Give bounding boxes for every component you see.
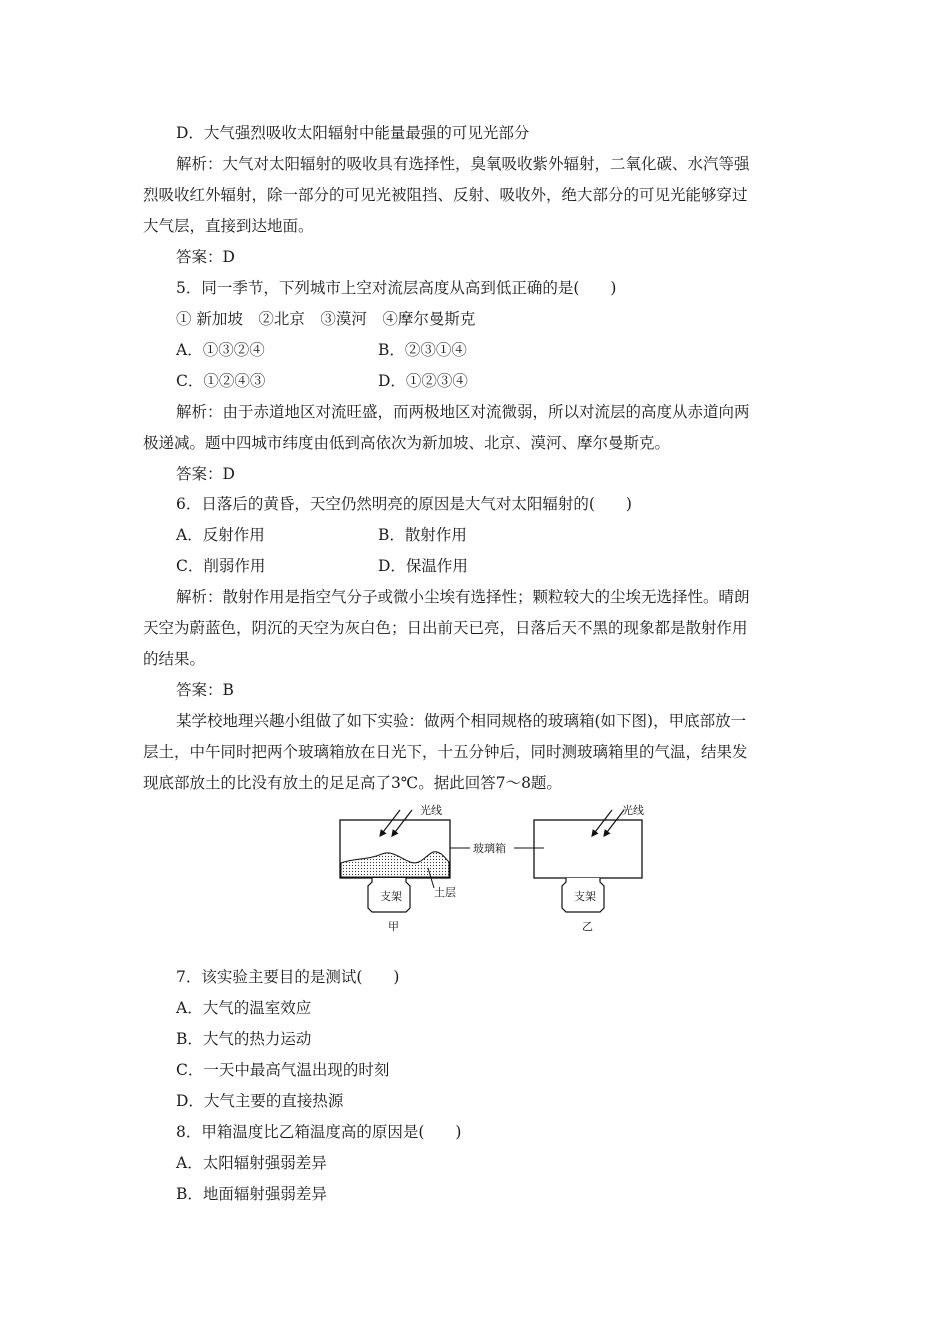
q6-analysis-line-3: 的结果。 (143, 650, 206, 668)
q5-analysis-line-2: 极递减。题中四城市纬度由低到高依次为新加坡、北京、漠河、摩尔曼斯克。 (143, 434, 671, 452)
q4-analysis-line-3: 大气层，直接到达地面。 (143, 217, 314, 235)
q6-option-b: B．散射作用 (378, 526, 467, 544)
q6-option-d: D．保温作用 (378, 557, 468, 575)
q5-option-c: C．①②④③ (176, 372, 266, 390)
label-stand-left: 支架 (380, 890, 402, 903)
q6-analysis-line-2: 天空为蔚蓝色，阴沉的天空为灰白色；日出前天已亮，日落后天不黑的现象都是散射作用 (143, 619, 748, 637)
q5-cities: ① 新加坡 ②北京 ③漠河 ④摩尔曼斯克 (176, 310, 476, 328)
q8-option-b: B．地面辐射强弱差异 (176, 1185, 327, 1203)
q6-options-row-1 (176, 525, 776, 547)
glass-box-experiment-figure (330, 798, 660, 938)
q5-option-b: B．②③①④ (378, 341, 467, 359)
q7-option-c: C．一天中最高气温出现的时刻 (176, 1061, 390, 1079)
label-box-jia: 甲 (388, 920, 399, 933)
q7-option-b: B．大气的热力运动 (176, 1030, 312, 1048)
q5-answer: 答案：D (176, 465, 235, 483)
q8-option-a: A．太阳辐射强弱差异 (176, 1154, 327, 1172)
q4-answer: 答案：D (176, 248, 235, 266)
q5-option-a: A．①③②④ (176, 341, 265, 359)
label-light-left: 光线 (420, 804, 442, 817)
q6-stem: 6．日落后的黄昏，天空仍然明亮的原因是大气对太阳辐射的( ) (176, 495, 632, 513)
q6-options-row-2 (176, 556, 776, 578)
q4-analysis-line-2: 烈吸收红外辐射，除一部分的可见光被阻挡、反射、吸收外，绝大部分的可见光能够穿过 (143, 186, 748, 204)
q4-option-d: D．大气强烈吸收太阳辐射中能量最强的可见光部分 (176, 124, 530, 142)
q4-analysis-line-1: 解析：大气对太阳辐射的吸收具有选择性，臭氧吸收紫外辐射，二氧化碳、水汽等强 (176, 155, 750, 173)
q5-options-row-2 (176, 371, 776, 393)
label-glass-box: 玻璃箱 (473, 842, 506, 855)
q5-options-row-1 (176, 340, 776, 362)
q7-option-d: D．大气主要的直接热源 (176, 1092, 344, 1110)
material-line-1: 某学校地理兴趣小组做了如下实验：做两个相同规格的玻璃箱(如下图)，甲底部放一 (176, 712, 747, 730)
material-line-3: 现底部放土的比没有放土的足足高了3℃。据此回答7～8题。 (143, 774, 562, 792)
q5-stem: 5．同一季节，下列城市上空对流层高度从高到低正确的是( ) (176, 279, 617, 297)
q6-option-c: C．削弱作用 (176, 557, 266, 575)
label-soil: 土层 (434, 886, 456, 899)
q6-option-a: A．反射作用 (176, 526, 265, 544)
label-stand-right: 支架 (574, 890, 596, 903)
label-box-yi: 乙 (582, 920, 593, 933)
q8-stem: 8．甲箱温度比乙箱温度高的原因是( ) (176, 1123, 462, 1141)
q5-option-d: D．①②③④ (378, 372, 468, 390)
box-yi-outline (534, 820, 642, 878)
material-line-2: 层土，中午同时把两个玻璃箱放在日光下，十五分钟后，同时测玻璃箱里的气温，结果发 (143, 743, 748, 761)
label-light-right: 光线 (622, 804, 644, 817)
q6-analysis-line-1: 解析：散射作用是指空气分子或微小尘埃有选择性；颗粒较大的尘埃无选择性。晴朗 (176, 588, 750, 606)
q7-stem: 7．该实验主要目的是测试( ) (176, 968, 400, 986)
q7-option-a: A．大气的温室效应 (176, 999, 312, 1017)
q6-answer: 答案：B (176, 681, 234, 699)
q5-analysis-line-1: 解析：由于赤道地区对流旺盛，而两极地区对流微弱，所以对流层的高度从赤道向两 (176, 403, 750, 421)
experiment-diagram (330, 798, 660, 938)
